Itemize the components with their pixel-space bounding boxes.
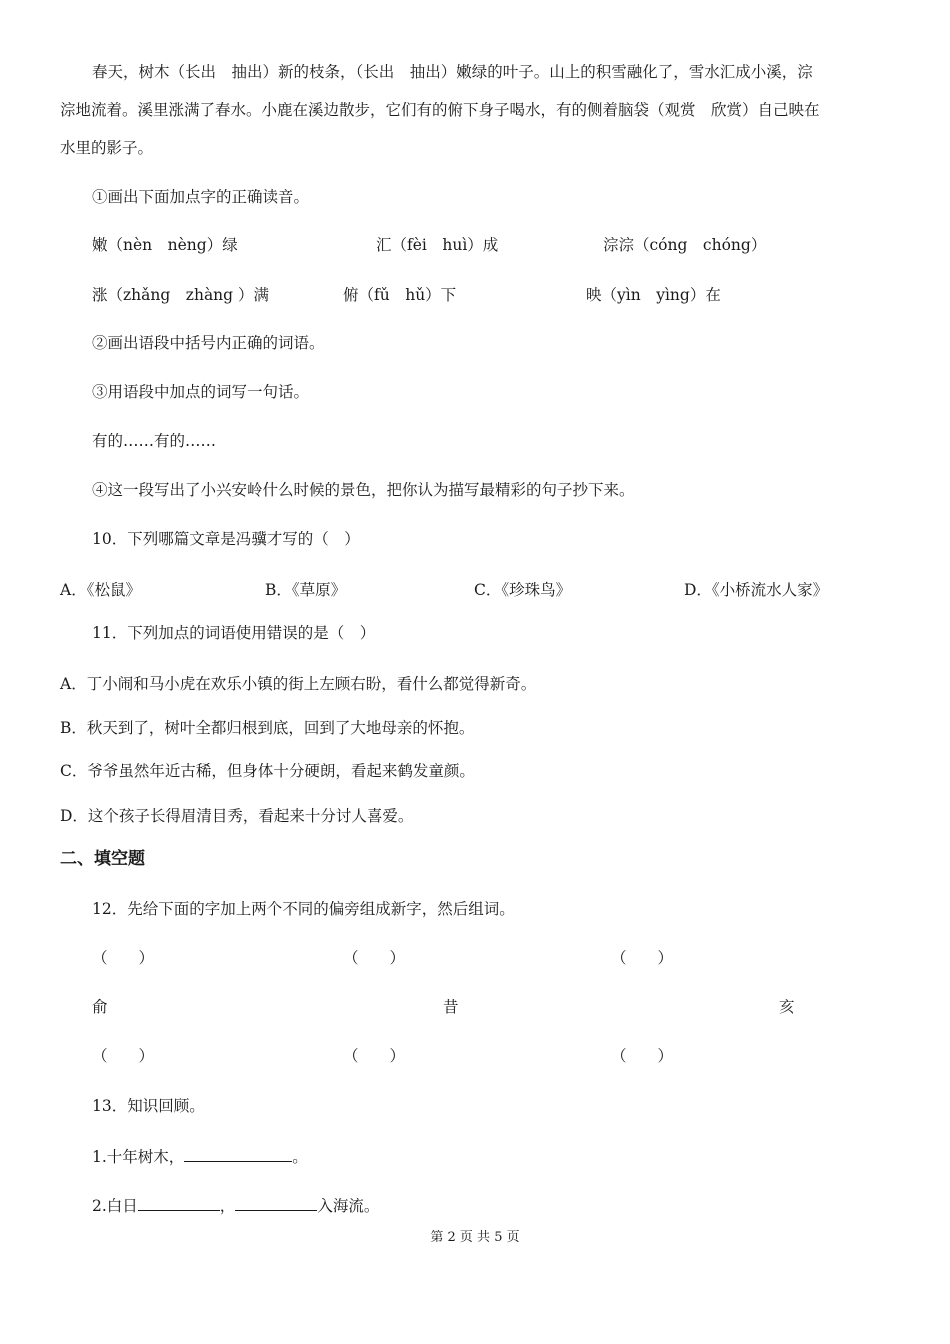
q11-stem: 11．下列加点的词语使用错误的是（ ） [92, 624, 376, 642]
q13-item-2-comma: ， [219, 1197, 236, 1215]
q12-stem: 12．先给下面的字加上两个不同的偏旁组成新字，然后组词。 [92, 900, 515, 918]
pinyin-item-ying: 映（yìn yìng）在 [586, 286, 721, 304]
q9-sub3-pattern: 有的……有的…… [92, 432, 217, 450]
q10-option-b[interactable]: B．《草原》 [265, 581, 347, 599]
answer-paren[interactable]: （ ） [611, 1047, 674, 1065]
answer-paren[interactable]: （ ） [343, 949, 406, 967]
passage-line-1: 春天，树木（长出 抽出）新的枝条，（长出 抽出）嫩绿的叶子。山上的积雪融化了，雪水汇成小溪，淙 [92, 63, 813, 81]
q13-item-2-text: 2.白日 [92, 1197, 138, 1215]
pinyin-item-nen: 嫩（nèn nèng）绿 [92, 236, 238, 254]
q11-option-d[interactable]: D．这个孩子长得眉清目秀，看起来十分讨人喜爱。 [60, 807, 414, 825]
q10-stem: 10．下列哪篇文章是冯骥才写的（ ） [92, 530, 360, 548]
answer-paren[interactable]: （ ） [343, 1047, 406, 1065]
pinyin-item-zhang: 涨（zhǎng zhàng ）满 [92, 286, 270, 304]
answer-paren[interactable]: （ ） [611, 949, 674, 967]
answer-paren[interactable]: （ ） [92, 1047, 155, 1065]
fill-blank[interactable] [138, 1194, 220, 1211]
q9-sub3: ③用语段中加点的词写一句话。 [92, 383, 310, 401]
q9-sub1: ①画出下面加点字的正确读音。 [92, 188, 310, 206]
q13-item-1-end: 。 [292, 1148, 308, 1166]
q13-item-1 [92, 1145, 308, 1168]
answer-paren[interactable]: （ ） [92, 949, 155, 967]
q11-option-c[interactable]: C．爷爷虽然年近古稀，但身体十分硬朗，看起来鹤发童颜。 [60, 762, 475, 780]
section-heading: 二、填空题 [60, 849, 145, 869]
passage-line-2: 淙地流着。溪里涨满了春水。小鹿在溪边散步，它们有的俯下身子喝水，有的侧着脑袋（观赏 欣赏）自己映在 [60, 101, 820, 119]
q13-stem: 13．知识回顾。 [92, 1097, 205, 1115]
pinyin-item-fu: 俯（fǔ hǔ）下 [343, 286, 457, 304]
q10-option-a[interactable]: A．《松鼠》 [60, 581, 141, 599]
fill-blank[interactable] [184, 1145, 292, 1162]
q11-option-a[interactable]: A．丁小闹和马小虎在欢乐小镇的街上左顾右盼，看什么都觉得新奇。 [60, 675, 537, 693]
fill-blank[interactable] [235, 1194, 317, 1211]
q11-option-b[interactable]: B．秋天到了，树叶全都归根到底，回到了大地母亲的怀抱。 [60, 719, 475, 737]
q10-option-c[interactable]: C．《珍珠鸟》 [474, 581, 572, 599]
q9-sub4: ④这一段写出了小兴安岭什么时候的景色，把你认为描写最精彩的句子抄下来。 [92, 481, 635, 499]
pinyin-item-cong: 淙淙（cóng chóng） [603, 236, 767, 254]
pinyin-item-hui: 汇（fèi huì）成 [376, 236, 499, 254]
passage-line-3: 水里的影子。 [60, 139, 154, 157]
q9-sub2: ②画出语段中括号内正确的词语。 [92, 334, 325, 352]
q13-item-2 [92, 1194, 379, 1217]
page-footer: 第 2 页 共 5 页 [430, 1230, 520, 1245]
base-char-hai: 亥 [779, 998, 795, 1016]
base-char-xi: 昔 [443, 998, 459, 1016]
q10-option-d[interactable]: D．《小桥流水人家》 [684, 581, 829, 599]
base-char-yu: 俞 [92, 998, 108, 1016]
q13-item-2-end: 入海流。 [317, 1197, 380, 1215]
q13-item-1-text: 1.十年树木， [92, 1148, 185, 1166]
